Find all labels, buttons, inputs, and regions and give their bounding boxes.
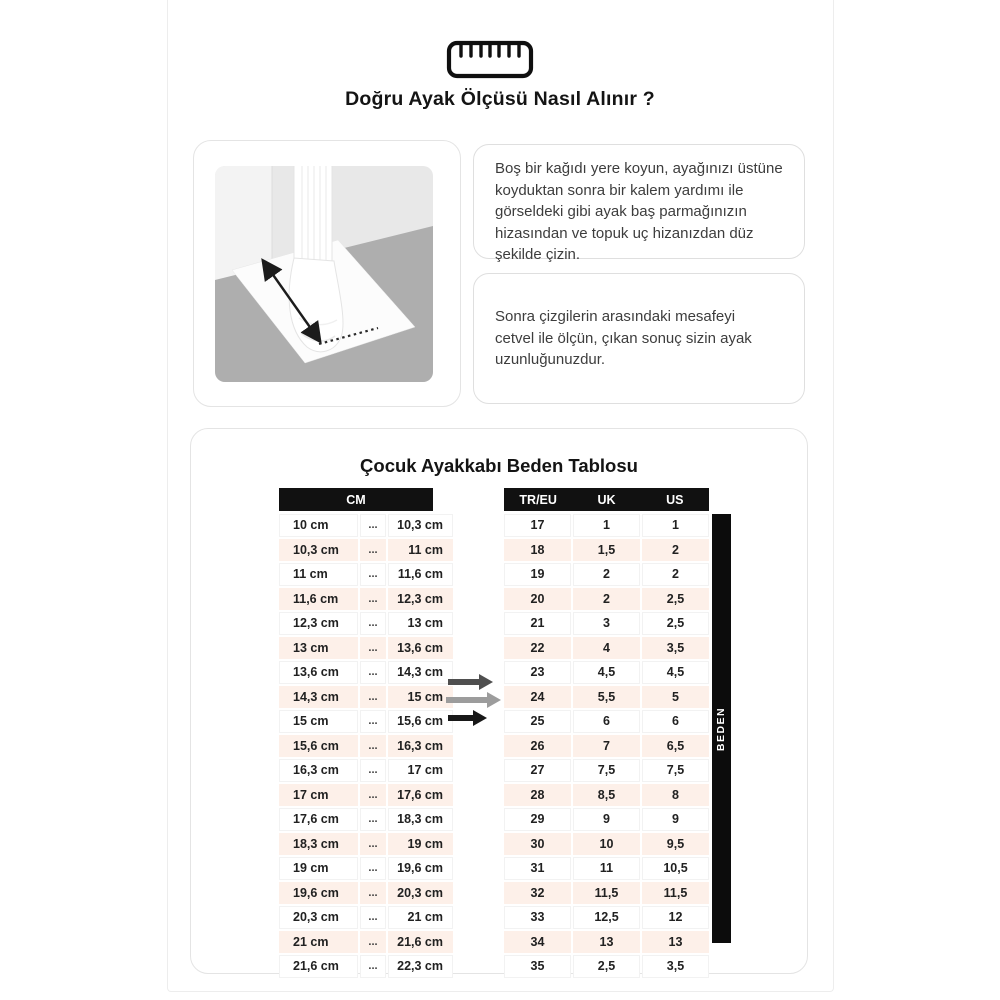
table-cell: 34 bbox=[504, 931, 571, 954]
table-cell: 10,3 cm bbox=[279, 539, 358, 562]
table-cell: 8 bbox=[642, 784, 709, 807]
size-table bbox=[502, 512, 711, 980]
table-cell: 13 bbox=[642, 931, 709, 954]
size-chart-card bbox=[190, 428, 808, 974]
table-cell: 2 bbox=[573, 563, 640, 586]
table-cell: 8,5 bbox=[573, 784, 640, 807]
table-cell: 17,6 cm bbox=[388, 784, 453, 807]
table-row bbox=[504, 833, 709, 856]
table-cell: 30 bbox=[504, 833, 571, 856]
table-cell: 11,6 cm bbox=[388, 563, 453, 586]
table-cell: 2,5 bbox=[573, 955, 640, 978]
foot-measure-photo bbox=[215, 166, 433, 382]
table-cell: 2,5 bbox=[642, 612, 709, 635]
table-row bbox=[279, 931, 453, 954]
table-row bbox=[504, 784, 709, 807]
table-cell: 20 bbox=[504, 588, 571, 611]
table-cell: 10 cm bbox=[279, 514, 358, 537]
table-cell: 19 cm bbox=[279, 857, 358, 880]
table-row bbox=[279, 833, 453, 856]
table-cell: 17 bbox=[504, 514, 571, 537]
beden-side-bar bbox=[712, 514, 731, 943]
transfer-arrows-icon bbox=[446, 672, 502, 730]
size-chart-title: Çocuk Ayakkabı Beden Tablosu bbox=[360, 455, 638, 476]
table-row bbox=[504, 661, 709, 684]
table-cell: ... bbox=[360, 539, 386, 562]
table-cell: 1 bbox=[642, 514, 709, 537]
table-row bbox=[504, 857, 709, 880]
table-cell: 11,5 bbox=[573, 882, 640, 905]
table-row bbox=[504, 637, 709, 660]
ruler-icon bbox=[446, 40, 534, 80]
table-row bbox=[279, 539, 453, 562]
table-cell: 18,3 cm bbox=[388, 808, 453, 831]
table-cell: 10 bbox=[573, 833, 640, 856]
table-cell: 4,5 bbox=[642, 661, 709, 684]
table-cell: 22,3 cm bbox=[388, 955, 453, 978]
table-row bbox=[504, 514, 709, 537]
table-row bbox=[279, 759, 453, 782]
measure-title: Doğru Ayak Ölçüsü Nasıl Alınır ? bbox=[345, 88, 655, 110]
table-cell: 16,3 cm bbox=[388, 735, 453, 758]
table-cell: 11,5 bbox=[642, 882, 709, 905]
table-cell: ... bbox=[360, 735, 386, 758]
table-cell: 14,3 cm bbox=[388, 661, 453, 684]
table-row bbox=[504, 539, 709, 562]
table-row bbox=[504, 563, 709, 586]
measure-step-1-text: Boş bir kağıdı yere koyun, ayağınızı üstüne koyduktan sonra bir kalem yardımı ile görseldeki gibi ayak baş parmağınızın hizasından ve topuk uç hizanızdan düz şekilde çizin. bbox=[495, 160, 783, 263]
table-cell: 7,5 bbox=[573, 759, 640, 782]
table-cell: 9 bbox=[573, 808, 640, 831]
table-cell: 28 bbox=[504, 784, 571, 807]
table-cell: 3,5 bbox=[642, 637, 709, 660]
table-cell: 6 bbox=[573, 710, 640, 733]
table-cell: 21,6 cm bbox=[279, 955, 358, 978]
table-cell: 14,3 cm bbox=[279, 686, 358, 709]
table-cell: 13,6 cm bbox=[279, 661, 358, 684]
table-cell: 4,5 bbox=[573, 661, 640, 684]
table-row bbox=[504, 710, 709, 733]
cm-table-header bbox=[279, 488, 433, 511]
measure-photo-card bbox=[193, 140, 461, 407]
table-row bbox=[279, 735, 453, 758]
table-cell: 17 cm bbox=[279, 784, 358, 807]
table-cell: 2 bbox=[573, 588, 640, 611]
table-cell: 1 bbox=[573, 514, 640, 537]
table-cell: ... bbox=[360, 710, 386, 733]
table-cell: ... bbox=[360, 882, 386, 905]
table-cell: ... bbox=[360, 563, 386, 586]
table-cell: 7 bbox=[573, 735, 640, 758]
table-row bbox=[504, 882, 709, 905]
table-cell: ... bbox=[360, 955, 386, 978]
table-cell: 18,3 cm bbox=[279, 833, 358, 856]
table-cell: 31 bbox=[504, 857, 571, 880]
table-cell: 10,5 bbox=[642, 857, 709, 880]
table-cell: 11,6 cm bbox=[279, 588, 358, 611]
table-cell: ... bbox=[360, 686, 386, 709]
table-cell: 21 cm bbox=[279, 931, 358, 954]
table-cell: ... bbox=[360, 784, 386, 807]
size-header-treu: TR/EU bbox=[519, 492, 557, 507]
table-cell: 9 bbox=[642, 808, 709, 831]
table-cell: 11 bbox=[573, 857, 640, 880]
table-row bbox=[279, 661, 453, 684]
table-cell: 19 cm bbox=[388, 833, 453, 856]
size-table-header bbox=[504, 488, 709, 511]
table-cell: 32 bbox=[504, 882, 571, 905]
table-cell: 19,6 cm bbox=[388, 857, 453, 880]
table-cell: 11 cm bbox=[388, 539, 453, 562]
table-cell: 35 bbox=[504, 955, 571, 978]
table-cell: ... bbox=[360, 857, 386, 880]
measure-step-1 bbox=[473, 144, 805, 263]
table-cell: 23 bbox=[504, 661, 571, 684]
table-cell: 13 cm bbox=[388, 612, 453, 635]
table-cell: 2 bbox=[642, 563, 709, 586]
table-cell: 20,3 cm bbox=[388, 882, 453, 905]
table-cell: 25 bbox=[504, 710, 571, 733]
table-cell: 7,5 bbox=[642, 759, 709, 782]
table-row bbox=[279, 955, 453, 978]
table-cell: 6 bbox=[642, 710, 709, 733]
table-cell: 20,3 cm bbox=[279, 906, 358, 929]
table-cell: ... bbox=[360, 931, 386, 954]
table-cell: 27 bbox=[504, 759, 571, 782]
table-row bbox=[504, 906, 709, 929]
table-row bbox=[279, 906, 453, 929]
measure-step-2 bbox=[473, 273, 805, 404]
table-row bbox=[504, 588, 709, 611]
table-row bbox=[504, 955, 709, 978]
table-cell: ... bbox=[360, 808, 386, 831]
table-cell: 29 bbox=[504, 808, 571, 831]
table-cell: ... bbox=[360, 514, 386, 537]
table-cell: 2 bbox=[642, 539, 709, 562]
table-cell: 3,5 bbox=[642, 955, 709, 978]
table-cell: 17,6 cm bbox=[279, 808, 358, 831]
table-cell: 9,5 bbox=[642, 833, 709, 856]
table-cell: 13 cm bbox=[279, 637, 358, 660]
table-cell: 26 bbox=[504, 735, 571, 758]
table-row bbox=[279, 563, 453, 586]
table-cell: ... bbox=[360, 759, 386, 782]
table-cell: 17 cm bbox=[388, 759, 453, 782]
table-row bbox=[279, 612, 453, 635]
table-cell: 15,6 cm bbox=[388, 710, 453, 733]
table-cell: 15,6 cm bbox=[279, 735, 358, 758]
table-cell: 1,5 bbox=[573, 539, 640, 562]
table-cell: ... bbox=[360, 588, 386, 611]
table-cell: 19 bbox=[504, 563, 571, 586]
table-cell: 12,3 cm bbox=[388, 588, 453, 611]
table-row bbox=[504, 735, 709, 758]
table-cell: 22 bbox=[504, 637, 571, 660]
beden-label: BEDEN bbox=[715, 706, 728, 751]
table-row bbox=[504, 759, 709, 782]
table-row bbox=[279, 857, 453, 880]
measure-step-2-text: Sonra çizgilerin arasındaki mesafeyi cetvel ile ölçün, çıkan sonuç sizin ayak uzunluğunuzdur. bbox=[495, 308, 752, 369]
table-cell: 10,3 cm bbox=[388, 514, 453, 537]
table-cell: 19,6 cm bbox=[279, 882, 358, 905]
table-row bbox=[279, 784, 453, 807]
table-row bbox=[279, 588, 453, 611]
table-row bbox=[279, 710, 453, 733]
table-row bbox=[279, 686, 453, 709]
table-row bbox=[279, 637, 453, 660]
table-cell: ... bbox=[360, 661, 386, 684]
table-cell: 21 cm bbox=[388, 906, 453, 929]
table-cell: 13,6 cm bbox=[388, 637, 453, 660]
table-cell: 24 bbox=[504, 686, 571, 709]
table-cell: 12,5 bbox=[573, 906, 640, 929]
size-header-uk: UK bbox=[597, 492, 616, 507]
table-cell: 12 bbox=[642, 906, 709, 929]
table-cell: 5,5 bbox=[573, 686, 640, 709]
table-cell: 16,3 cm bbox=[279, 759, 358, 782]
size-header-us: US bbox=[666, 492, 684, 507]
cm-table bbox=[277, 512, 455, 980]
table-cell: ... bbox=[360, 833, 386, 856]
table-cell: ... bbox=[360, 906, 386, 929]
table-cell: 11 cm bbox=[279, 563, 358, 586]
table-cell: 13 bbox=[573, 931, 640, 954]
table-cell: 5 bbox=[642, 686, 709, 709]
table-row bbox=[504, 612, 709, 635]
table-row bbox=[279, 808, 453, 831]
table-cell: 15 cm bbox=[388, 686, 453, 709]
table-row bbox=[504, 808, 709, 831]
table-row bbox=[504, 931, 709, 954]
table-row bbox=[279, 514, 453, 537]
table-cell: 12,3 cm bbox=[279, 612, 358, 635]
table-cell: 3 bbox=[573, 612, 640, 635]
table-cell: 15 cm bbox=[279, 710, 358, 733]
cm-header-label: CM bbox=[346, 492, 366, 507]
table-row bbox=[279, 882, 453, 905]
table-cell: 21,6 cm bbox=[388, 931, 453, 954]
table-cell: 6,5 bbox=[642, 735, 709, 758]
table-cell: ... bbox=[360, 612, 386, 635]
table-cell: 4 bbox=[573, 637, 640, 660]
table-cell: 2,5 bbox=[642, 588, 709, 611]
table-cell: 21 bbox=[504, 612, 571, 635]
table-cell: ... bbox=[360, 637, 386, 660]
table-cell: 33 bbox=[504, 906, 571, 929]
table-row bbox=[504, 686, 709, 709]
table-cell: 18 bbox=[504, 539, 571, 562]
